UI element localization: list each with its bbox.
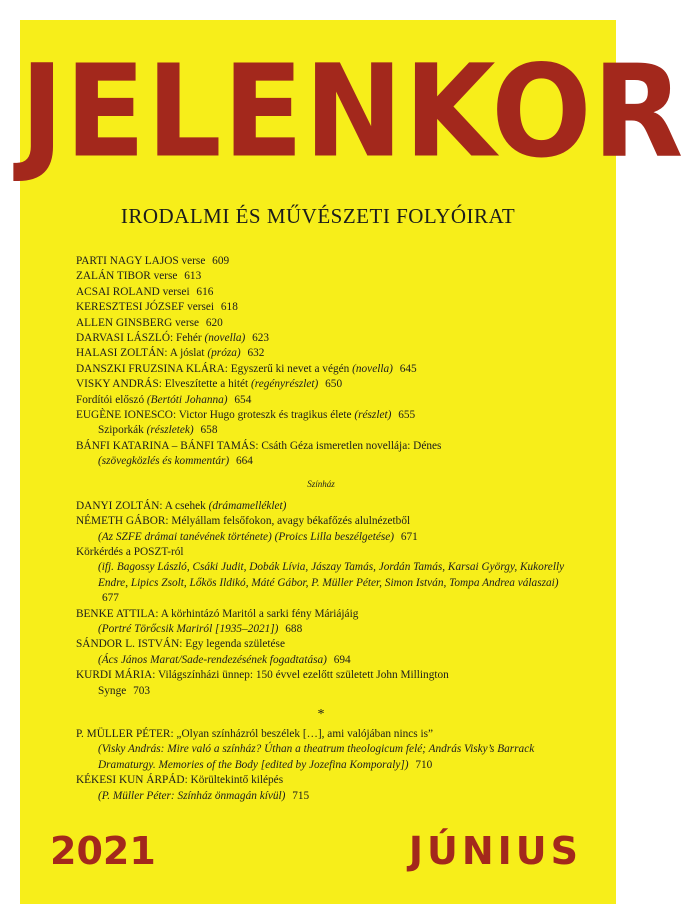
toc-entry-continuation (76, 454, 566, 469)
toc-theatre (76, 499, 566, 699)
toc-entry (76, 499, 566, 514)
toc-entry-note: (drámamelléklet) (208, 499, 287, 512)
toc-entry-title: Körkérdés a POSZT-ról (76, 545, 184, 558)
masthead-logo: JELENKOR (20, 36, 684, 186)
toc-entry-continuation (76, 684, 566, 699)
toc-entry-page: 710 (415, 758, 433, 771)
toc-entry (76, 514, 566, 545)
toc-entry-continuation (76, 530, 566, 545)
toc-literature (76, 254, 566, 470)
toc-entry (76, 393, 566, 408)
toc-entry-note: (részlet) (354, 409, 392, 422)
toc-entry-title: VISKY ANDRÁS: Elveszítette a hitét (76, 378, 249, 391)
toc-entry-title: BÁNFI KATARINA – BÁNFI TAMÁS: Csáth Géza ismeretlen novellája: Dénes (76, 439, 442, 452)
toc-entry-title: DANYI ZOLTÁN: A csehek (76, 499, 206, 512)
toc-entry-title: KERESZTESI JÓZSEF versei (76, 301, 215, 314)
toc-entry-title: ALLEN GINSBERG verse (76, 316, 199, 329)
toc-entry-page: 655 (398, 409, 416, 422)
toc-entry-page: 688 (285, 622, 303, 635)
toc-entry-title: SÁNDOR L. ISTVÁN: Egy legenda születése (76, 638, 285, 651)
issue-month: JÚNIUS (408, 829, 582, 873)
toc-entry-title: KURDI MÁRIA: Világszínházi ünnep: 150 évvel ezelőtt született John Millington (76, 669, 449, 682)
toc-entry-continuation (76, 622, 566, 637)
toc-entry-page: 677 (102, 592, 119, 605)
toc-entry-title: HALASI ZOLTÁN: A jóslat (76, 347, 205, 360)
toc-entry (76, 346, 566, 361)
toc-entry-continuation (76, 742, 566, 773)
toc-reviews (76, 727, 566, 804)
toc-entry-page: 613 (184, 270, 202, 283)
section-label-theatre: Színház (307, 478, 335, 489)
separator-star: * (317, 706, 325, 722)
toc-entry (76, 377, 566, 392)
toc-entry-detail: (szövegközlés és kommentár) (98, 455, 230, 468)
toc-entry-detail: (ifj. Bagossy László, Csáki Judit, Dobák Lívia, Jászay Tamás, Jordán Tamás, Karsai György, Kukorelly Endre, Lipics Zsolt, Lőkös Ildikó, Máté Gábor, P. Müller Péter, Simon István, Tompa Andrea válaszai) (98, 561, 565, 589)
toc-entry-detail: (Ács János Marat/Sade-rendezésének fogadtatása) (98, 653, 327, 666)
toc-entry-title: DARVASI LÁSZLÓ: Fehér (76, 332, 202, 345)
toc-entry-note: (részletek) (146, 424, 194, 437)
toc-entry-page: 645 (399, 362, 417, 375)
toc-entry-note: (novella) (352, 362, 393, 375)
toc-entry-title: P. MÜLLER PÉTER: „Olyan színházról beszélek […], ami valójában nincs is” (76, 727, 434, 740)
toc-entry-page: 671 (400, 530, 418, 543)
toc-entry-page: 654 (234, 393, 252, 406)
toc-entry-page: 650 (325, 378, 343, 391)
toc-entry-detail: (Az SZFE drámai tanévének története) (Proics Lilla beszélgetése) (98, 530, 395, 543)
toc-entry-title: PARTI NAGY LAJOS verse (76, 255, 206, 267)
toc-entry-page: 658 (200, 424, 218, 437)
toc-entry-detail: Synge (98, 684, 127, 697)
toc-entry (76, 269, 566, 284)
toc-entry (76, 607, 566, 638)
magazine-cover (20, 20, 684, 904)
toc-entry-page: 609 (212, 255, 230, 267)
toc-entry-page: 703 (133, 684, 151, 697)
subtitle: IRODALMI ÉS MŰVÉSZETI FOLYÓIRAT (120, 204, 516, 228)
toc-entry-note: (regényrészlet) (250, 378, 319, 391)
toc-entry-title: NÉMETH GÁBOR: Mélyállam felsőfokon, avagy békafőzés alulnézetből (76, 515, 411, 528)
toc-entry (76, 773, 566, 804)
toc-entry-detail: (Portré Törőcsik Mariról [1935–2021]) (98, 622, 279, 635)
toc-entry-note: (Bertóti Johanna) (146, 393, 228, 406)
toc-entry-title: ACSAI ROLAND versei (76, 285, 190, 298)
toc-entry-page: 620 (205, 316, 223, 329)
toc-entry (76, 637, 566, 668)
toc-entry-title: Fordítói előszó (76, 393, 145, 406)
toc-entry (76, 408, 566, 423)
toc-entry (76, 545, 566, 607)
toc-entry-page: 715 (292, 789, 310, 802)
toc-entry-detail: (P. Müller Péter: Színház önmagán kívül) (98, 789, 286, 802)
toc-entry-page: 664 (235, 455, 253, 468)
toc-entry (76, 285, 566, 300)
toc-entry-continuation (76, 653, 566, 668)
toc-entry-page: 618 (220, 301, 238, 314)
toc-entry (76, 331, 566, 346)
toc-entry (76, 423, 566, 438)
toc-entry-page: 623 (252, 332, 270, 345)
toc-entry (76, 254, 566, 269)
toc-entry (76, 668, 566, 699)
toc-entry-continuation (76, 560, 566, 606)
toc-entry (76, 727, 566, 773)
table-of-contents (76, 254, 566, 804)
toc-entry-detail: (Visky András: Mire való a színház? Úthan a theatrum theologicum felé; András Visky’s Barrack Dramaturgy. Memories of the Body [edited by Jozefina Komporaly]) (98, 743, 535, 771)
toc-entry-note: (próza) (207, 347, 241, 360)
toc-entry-continuation (76, 789, 566, 804)
toc-entry-title: KÉKESI KUN ÁRPÁD: Körültekintő kilépés (76, 774, 284, 787)
toc-entry-title: DANSZKI FRUZSINA KLÁRA: Egyszerű ki nevet a végén (76, 362, 350, 375)
toc-entry (76, 300, 566, 315)
toc-entry-page: 616 (196, 285, 214, 298)
toc-entry-title: BENKE ATTILA: A körhintázó Maritól a sarki fény Máriájáig (76, 607, 359, 620)
toc-entry-page: 694 (333, 653, 351, 666)
toc-entry-title: EUGÈNE IONESCO: Victor Hugo groteszk és tragikus élete (76, 409, 352, 422)
toc-entry-page: 632 (247, 347, 265, 360)
toc-entry-note: (novella) (204, 332, 246, 345)
toc-entry-title: ZALÁN TIBOR verse (76, 270, 178, 283)
toc-entry (76, 362, 566, 377)
toc-entry (76, 439, 566, 470)
toc-entry (76, 316, 566, 331)
issue-year: 2021 (50, 829, 156, 873)
toc-entry-title: Sziporkák (98, 424, 144, 437)
